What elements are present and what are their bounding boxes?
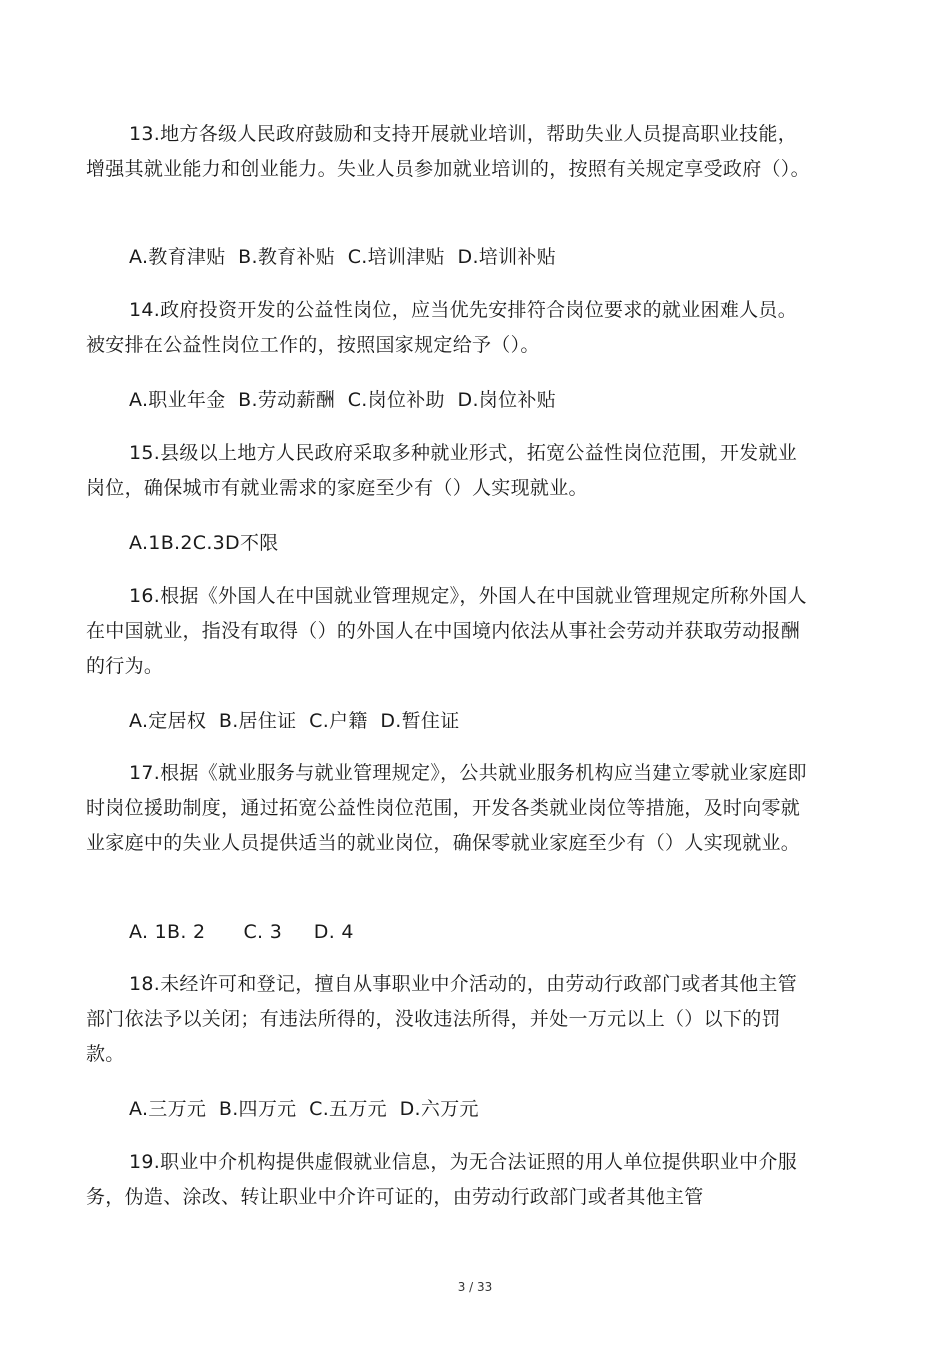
question-17-options: A. 1B. 2 C. 3 D. 4 (129, 921, 354, 943)
page-number: 3 / 33 (457, 1280, 493, 1294)
question-14-options: A.职业年金 B.劳动薪酬 C.岗位补助 D.岗位补贴 (129, 389, 556, 411)
question-13-options: A.教育津贴 B.教育补贴 C.培训津贴 D.培训补贴 (129, 246, 556, 268)
question-16-options: A.定居权 B.居住证 C.户籍 D.暂住证 (129, 710, 460, 732)
question-16-text: 16.根据《外国人在中国就业管理规定》，外国人在中国就业管理规定所称外国人在中国就业，指没有取得（）的外国人在中国境内依法从事社会劳动并获取劳动报酬的行为。 (86, 585, 807, 677)
question-19-text: 19.职业中介机构提供虚假就业信息，为无合法证照的用人单位提供职业中介服务，伪造、涂改、转让职业中介许可证的，由劳动行政部门或者其他主管 (86, 1151, 798, 1208)
question-18-text: 18.未经许可和登记，擅自从事职业中介活动的，由劳动行政部门或者其他主管部门依法予以关闭；有违法所得的，没收违法所得，并处一万元以上（）以下的罚款。 (86, 973, 798, 1065)
question-15-options: A.1B.2C.3D不限 (129, 532, 279, 554)
question-14-text: 14.政府投资开发的公益性岗位，应当优先安排符合岗位要求的就业困难人员。被安排在公益性岗位工作的，按照国家规定给予（）。 (86, 299, 798, 356)
question-15-text: 15.县级以上地方人民政府采取多种就业形式，拓宽公益性岗位范围，开发就业岗位，确保城市有就业需求的家庭至少有（）人实现就业。 (86, 442, 798, 499)
question-17-text: 17.根据《就业服务与就业管理规定》，公共就业服务机构应当建立零就业家庭即时岗位援助制度，通过拓宽公益性岗位范围，开发各类就业岗位等措施，及时向零就业家庭中的失业人员提供适当的就业岗位，确保零就业家庭至少有（）人实现就业。 (86, 762, 807, 854)
question-18-options: A.三万元 B.四万元 C.五万元 D.六万元 (129, 1098, 479, 1120)
question-13-text: 13.地方各级人民政府鼓励和支持开展就业培训，帮助失业人员提高职业技能，增强其就业能力和创业能力。失业人员参加就业培训的，按照有关规定享受政府（）。 (86, 123, 810, 180)
